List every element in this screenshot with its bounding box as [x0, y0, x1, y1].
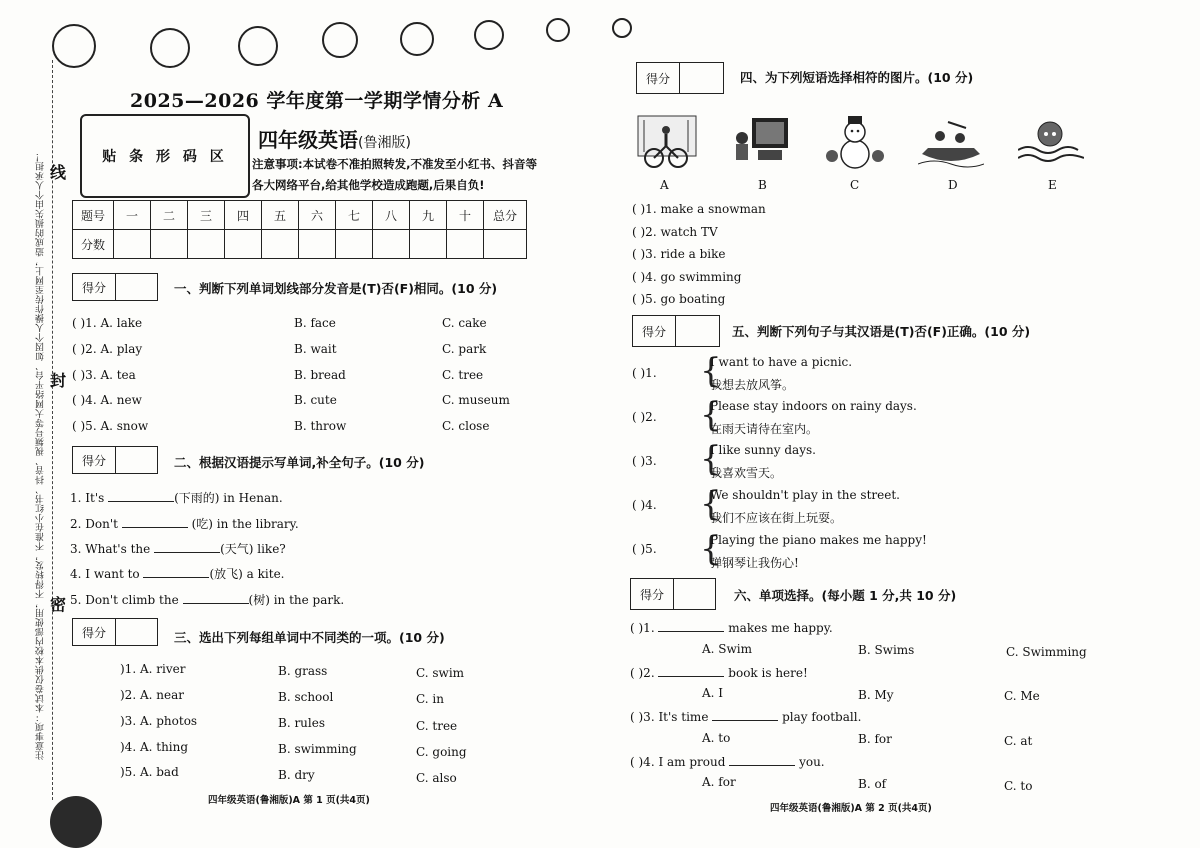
score-col: 五: [262, 201, 299, 230]
list-item: ( )4. A. new: [72, 393, 142, 407]
question-start: ( )2.: [630, 666, 655, 680]
chinese-sentence: 我们不应该在街上玩耍。: [710, 511, 843, 525]
option-c: C. tree: [416, 719, 458, 733]
list-item: )3. A. photos: [120, 714, 198, 728]
brace-icon: {: [700, 529, 722, 569]
question-end: play football.: [782, 710, 862, 724]
ink-blot: [50, 796, 102, 848]
option-c: C. at: [1004, 734, 1033, 748]
page-footer: 四年级英语(鲁湘版)A 第 2 页(共4页): [770, 803, 932, 814]
binding-hole: [238, 26, 278, 66]
score-col: 总分: [484, 201, 527, 230]
notice: 注意事项:本试卷不准拍照转发,不准发至小红书、抖音等各大网络平台,给其他学校造成跑题,后果自负!: [252, 157, 537, 192]
sentence-end: (树) in the park.: [248, 593, 345, 607]
option-c: C. to: [1004, 779, 1033, 793]
list-item: ( )4. go swimming: [632, 270, 742, 284]
sentence-end: (下雨的) in Henan.: [174, 491, 283, 505]
picture-go-boating: [918, 112, 984, 172]
sentence-end: (放飞) a kite.: [209, 567, 285, 581]
option-c: C. cake: [442, 316, 487, 330]
list-item: ( )5. A. snow: [72, 419, 149, 433]
question-end: book is here!: [728, 666, 808, 680]
picture-label: C: [850, 178, 860, 192]
answer-blank[interactable]: [658, 665, 724, 677]
score-col: 八: [373, 201, 410, 230]
question-end: makes me happy.: [728, 621, 833, 635]
picture-label: B: [758, 178, 767, 192]
list-item: ( )2. A. play: [72, 342, 143, 356]
score-box-label: 得分: [73, 447, 116, 473]
option-a: A. I: [702, 686, 724, 700]
subject-title: [258, 124, 411, 153]
score-box: [636, 62, 724, 94]
option-c: C. tree: [442, 368, 484, 382]
score-cell: [262, 230, 299, 259]
option-c: C. going: [416, 745, 467, 759]
score-cell: [151, 230, 188, 259]
score-box-label: 得分: [73, 619, 116, 645]
score-cell: [373, 230, 410, 259]
option-c: C. museum: [442, 393, 510, 407]
score-box-label: 得分: [637, 63, 680, 93]
option-b: B. cute: [294, 393, 337, 407]
score-table-row: [73, 201, 527, 230]
sentence-end: (吃) in the library.: [191, 517, 299, 531]
binding-hole: [546, 18, 570, 42]
list-item: ( )5.: [632, 542, 657, 556]
edition: (鲁湘版): [358, 135, 411, 151]
score-table: [72, 200, 527, 259]
binding-hole: [400, 22, 434, 56]
sentence-end: (天气) like?: [220, 542, 286, 556]
score-cell: [336, 230, 373, 259]
option-a: A. to: [702, 731, 731, 745]
score-col: 三: [188, 201, 225, 230]
english-sentence: Playing the piano makes me happy!: [710, 533, 927, 547]
option-b: B. throw: [294, 419, 347, 433]
score-col: 七: [336, 201, 373, 230]
option-c: C. park: [442, 342, 487, 356]
question-start: ( )4. I am proud: [630, 755, 726, 769]
exam-title: 2025—2026 学年度第一学期学情分析 A: [130, 90, 504, 112]
sentence-start: 5. Don't climb the: [70, 593, 179, 607]
sentence-start: 4. I want to: [70, 567, 140, 581]
score-col: 四: [225, 201, 262, 230]
chinese-sentence: 我喜欢雪天。: [710, 466, 783, 480]
section-5-heading: 五、判断下列句子与其汉语是(T)否(F)正确。(10 分): [732, 324, 1031, 339]
list-item: [70, 565, 284, 582]
score-col: 九: [410, 201, 447, 230]
section-4-heading: 四、为下列短语选择相符的图片。(10 分): [740, 70, 974, 85]
picture-label: D: [948, 178, 958, 192]
score-cell: [225, 230, 262, 259]
list-item: [630, 754, 825, 769]
option-c: C. also: [416, 771, 457, 785]
score-box-label: 得分: [633, 316, 676, 346]
list-item: ( )2. watch TV: [632, 225, 718, 239]
score-cell: [188, 230, 225, 259]
option-b: B. My: [858, 688, 894, 702]
score-box-label: 得分: [73, 274, 116, 300]
binding-hole: [322, 22, 358, 58]
option-a: A. for: [702, 775, 736, 789]
score-cell: [114, 230, 151, 259]
section-2-heading: 二、根据汉语提示写单词,补全句子。(10 分): [174, 455, 425, 470]
list-item: )4. A. thing: [120, 740, 189, 754]
question-end: you.: [799, 755, 825, 769]
side-note: 注意事项：本试卷仅供本校内部使用，不得转发，不准在小红书、抖音、视频号等大网络平台、如因个人操作传至网上，造成的损失由个人承担！: [36, 152, 46, 760]
question-start: ( )3. It's time: [630, 710, 709, 724]
list-item: )1. A. river: [120, 662, 186, 676]
answer-blank[interactable]: [712, 709, 778, 721]
sentence-start: 2. Don't: [70, 517, 118, 531]
list-item: ( )5. go boating: [632, 292, 726, 306]
answer-blank[interactable]: [183, 592, 249, 604]
question-start: ( )1.: [630, 621, 655, 635]
picture-watch-tv: [728, 112, 794, 172]
english-sentence: I like sunny days.: [710, 443, 816, 457]
list-item: ( )3. ride a bike: [632, 247, 726, 261]
score-col: 十: [447, 201, 484, 230]
option-c: C. in: [416, 692, 444, 706]
list-item: ( )3.: [632, 454, 657, 468]
option-b: B. rules: [278, 716, 326, 730]
picture-make-snowman: [822, 112, 888, 172]
sentence-start: 1. It's: [70, 491, 105, 505]
chinese-sentence: 弹钢琴让我伤心!: [710, 556, 799, 570]
chinese-sentence: 我想去放风筝。: [710, 378, 795, 392]
answer-blank[interactable]: [658, 620, 724, 632]
binding-hole: [474, 20, 504, 50]
english-sentence: We shouldn't play in the street.: [710, 488, 900, 502]
score-cell: [447, 230, 484, 259]
option-b: B. swimming: [278, 742, 357, 756]
list-item: [70, 515, 299, 532]
option-b: B. grass: [278, 664, 328, 678]
seal-char: 线: [50, 163, 67, 182]
answer-blank[interactable]: [122, 516, 188, 528]
score-box-label: 得分: [631, 579, 674, 609]
sentence-start: 3. What's the: [70, 542, 151, 556]
list-item: ( )2.: [632, 410, 657, 424]
picture-label: E: [1048, 178, 1057, 192]
option-c: C. swim: [416, 666, 465, 680]
seal-char: 密: [50, 595, 67, 614]
list-item: [630, 709, 861, 724]
score-cell: [484, 230, 527, 259]
section-6-heading: 六、单项选择。(每小题 1 分,共 10 分): [734, 588, 957, 603]
barcode-label: 贴 条 形 码 区: [102, 149, 228, 165]
option-b: B. for: [858, 732, 892, 746]
brace-icon: {: [700, 439, 722, 479]
option-b: B. bread: [294, 368, 346, 382]
picture-go-swimming: [1018, 112, 1084, 172]
score-col: 二: [151, 201, 188, 230]
score-box: [632, 315, 720, 347]
subject-name: 四年级英语: [258, 128, 358, 152]
option-b: B. school: [278, 690, 334, 704]
list-item: [70, 489, 283, 506]
section-3-heading: 三、选出下列每组单词中不同类的一项。(10 分): [174, 630, 445, 645]
score-col: 一: [114, 201, 151, 230]
brace-icon: {: [700, 351, 722, 391]
score-box: [72, 618, 158, 646]
section-1-heading: 一、判断下列单词划线部分发音是(T)否(F)相同。(10 分): [174, 281, 498, 296]
list-item: )5. A. bad: [120, 765, 179, 779]
option-c: C. close: [442, 419, 490, 433]
answer-blank[interactable]: [143, 566, 209, 578]
list-item: ( )1.: [632, 366, 657, 380]
score-box: [630, 578, 716, 610]
score-table-head: 分数: [73, 230, 114, 259]
score-box: [72, 446, 158, 474]
option-b: B. of: [858, 777, 887, 791]
score-box: [72, 273, 158, 301]
option-c: C. Swimming: [1006, 645, 1087, 659]
option-b: B. Swims: [858, 643, 915, 657]
barcode-area: [80, 114, 250, 198]
seal-char: 封: [50, 371, 67, 390]
picture-ride-bike: [634, 112, 700, 172]
answer-blank[interactable]: [729, 754, 795, 766]
list-item: [630, 620, 833, 635]
score-cell: [410, 230, 447, 259]
score-cell: [299, 230, 336, 259]
option-a: A. Swim: [702, 642, 753, 656]
score-table-head: 题号: [73, 201, 114, 230]
list-item: ( )1. make a snowman: [632, 202, 766, 216]
binding-hole: [150, 28, 190, 68]
option-b: B. face: [294, 316, 336, 330]
chinese-sentence: 在雨天请待在室内。: [710, 422, 819, 436]
english-sentence: I want to have a picnic.: [710, 355, 853, 369]
brace-icon: {: [700, 395, 722, 435]
list-item: )2. A. near: [120, 688, 184, 702]
binding-hole: [612, 18, 632, 38]
answer-blank[interactable]: [154, 541, 220, 553]
option-c: C. Me: [1004, 689, 1040, 703]
english-sentence: Please stay indoors on rainy days.: [710, 399, 917, 413]
answer-blank[interactable]: [108, 490, 174, 502]
score-col: 六: [299, 201, 336, 230]
list-item: ( )1. A. lake: [72, 316, 143, 330]
page-footer: 四年级英语(鲁湘版)A 第 1 页(共4页): [208, 795, 370, 806]
list-item: ( )3. A. tea: [72, 368, 136, 382]
brace-icon: {: [700, 484, 722, 524]
list-item: [70, 591, 344, 608]
option-b: B. dry: [278, 768, 315, 782]
list-item: ( )4.: [632, 498, 657, 512]
list-item: [70, 540, 286, 557]
option-b: B. wait: [294, 342, 337, 356]
score-table-row: [73, 230, 527, 259]
picture-label: A: [660, 178, 669, 192]
list-item: [630, 665, 808, 680]
